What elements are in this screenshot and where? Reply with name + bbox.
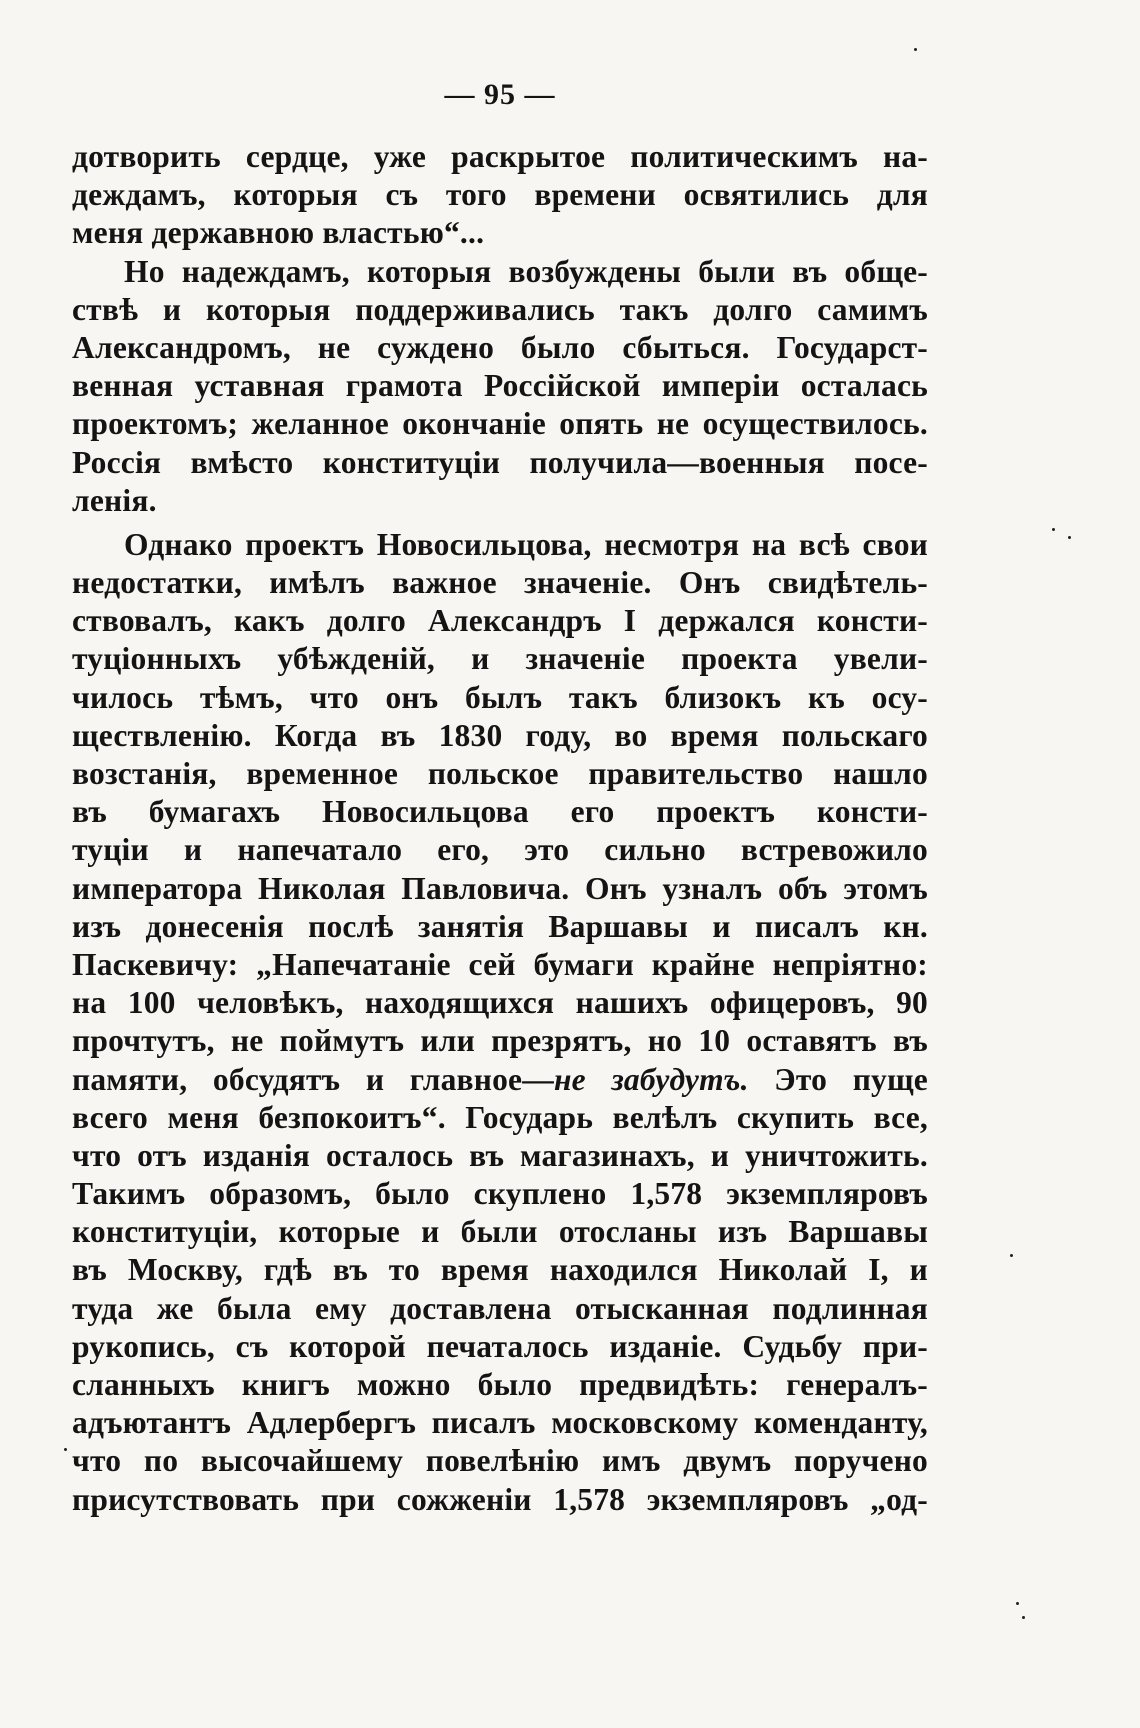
text-line: всего меня безпокоитъ“. Государь велѣлъ скупить все, <box>72 1099 928 1135</box>
text-line: присутствовать при сожженіи 1,578 экземпляровъ „од- <box>72 1481 928 1517</box>
body-text <box>72 138 928 1519</box>
text-line: изъ донесенія послѣ занятія Варшавы и писалъ кн. <box>72 908 928 944</box>
page-number: — 95 — <box>444 78 556 111</box>
print-speck <box>1052 528 1055 531</box>
print-speck <box>1068 536 1071 539</box>
text-segment: памяти, обсудятъ и главное— <box>72 1061 554 1097</box>
emphasized-text: не забудутъ. <box>553 1061 749 1097</box>
text-line: ленія. <box>72 482 157 518</box>
text-line: на 100 человѣкъ, находящихся нашихъ офицеровъ, 90 <box>72 985 928 1021</box>
text-segment: Это пуще <box>748 1061 928 1097</box>
text-line: Россія вмѣсто конституціи получила—военныя посе- <box>72 444 928 480</box>
text-line: сланныхъ книгъ можно было предвидѣть: генералъ- <box>72 1367 928 1402</box>
text-line: дотворить сердце, уже раскрытое политическимъ на- <box>72 139 928 174</box>
text-line: проектомъ; желанное окончаніе опять не осуществилось. <box>72 406 928 442</box>
text-line: венная уставная грамота Россійской имперіи осталась <box>72 368 928 404</box>
print-speck <box>914 48 917 51</box>
text-line: конституціи, которые и были отосланы изъ Варшавы <box>72 1214 928 1250</box>
print-speck <box>64 1448 67 1451</box>
text-line: въ бумагахъ Новосильцова его проектъ консти- <box>72 794 928 830</box>
text-line: что отъ изданія осталось въ магазинахъ, и уничтожить. <box>72 1137 928 1173</box>
text-line: деждамъ, которыя съ того времени освятились для <box>72 177 928 213</box>
text-line: ствовалъ, какъ долго Александръ I держался консти- <box>72 603 928 639</box>
text-line: Однако проектъ Новосильцова, несмотря на всѣ свои <box>124 526 928 562</box>
text-line: въ Москву, гдѣ въ то время находился Николай I, и <box>72 1252 928 1288</box>
text-line: рукопись, съ которой печаталось изданіе. Судьбу при- <box>72 1328 928 1364</box>
text-line: Паскевичу: „Напечатаніе сей бумаги крайне непріятно: <box>72 946 928 982</box>
text-line: чилось тѣмъ, что онъ былъ такъ близокъ къ осу- <box>72 679 928 715</box>
text-line: Но надеждамъ, которыя возбуждены были въ обще- <box>124 253 928 289</box>
text-line: туціи и напечатало его, это сильно встревожило <box>72 832 928 868</box>
print-speck <box>1022 1616 1025 1619</box>
text-line: ствѣ и которыя поддерживались такъ долго самимъ <box>72 291 928 327</box>
text-line: меня державною властью“... <box>72 215 485 251</box>
text-line: Такимъ образомъ, было скуплено 1,578 экземпляровъ <box>72 1176 928 1212</box>
text-line: что по высочайшему повелѣнію имъ двумъ поручено <box>72 1443 928 1479</box>
text-line: ществленію. Когда въ 1830 году, во время польскаго <box>72 717 928 753</box>
text-line: Александромъ, не суждено было сбыться. Государст- <box>72 329 928 365</box>
print-speck <box>1010 1254 1013 1257</box>
text-line <box>72 1061 928 1099</box>
text-line: императора Николая Павловича. Онъ узналъ объ этомъ <box>72 870 928 906</box>
text-line: возстанія, временное польское правительство нашло <box>72 756 928 791</box>
text-line: туціонныхъ убѣжденій, и значеніе проекта увели- <box>72 641 928 677</box>
text-line: прочтутъ, не поймутъ или презрятъ, но 10 оставятъ въ <box>72 1023 928 1059</box>
print-speck <box>1016 1602 1019 1605</box>
text-line: туда же была ему доставлена отысканная подлинная <box>72 1290 928 1326</box>
text-line: адъютантъ Адлербергъ писалъ московскому коменданту, <box>72 1405 928 1441</box>
text-line: недостатки, имѣлъ важное значеніе. Онъ свидѣтель- <box>72 565 928 601</box>
